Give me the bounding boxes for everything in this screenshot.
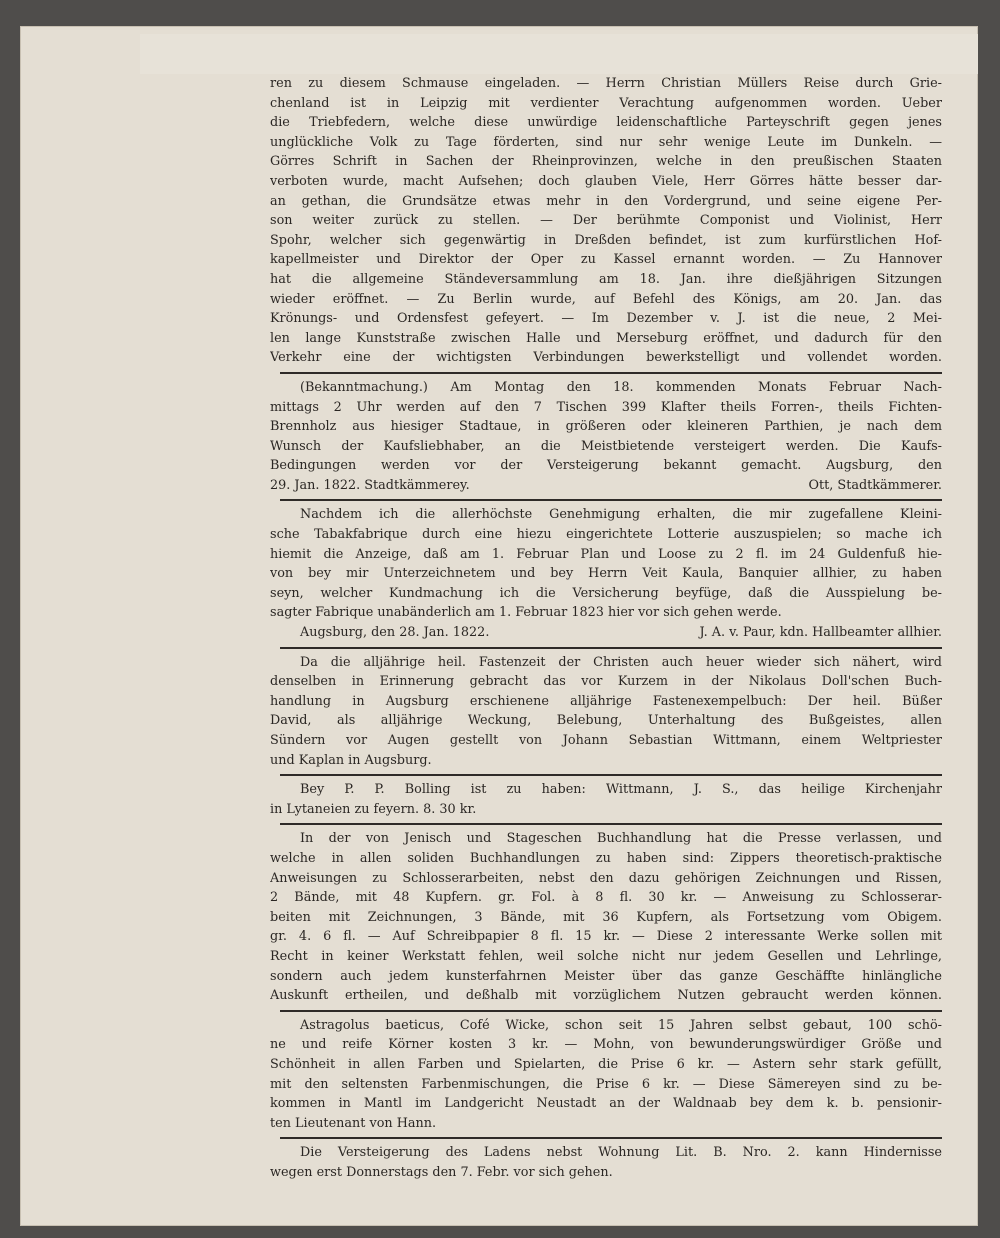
paper-edge (140, 34, 978, 74)
text-line: (Bekanntmachung.) Am Montag den 18. kommenden Monats Februar Nach- (300, 379, 942, 395)
signature-row (270, 623, 942, 643)
text-line: seyn, welcher Kundmachung ich die Versicherung beyfüge, daß die Ausspielung be- (270, 585, 942, 601)
divider (280, 774, 942, 776)
text-line: und Kaplan in Augsburg. (270, 752, 432, 768)
text-line: Verkehr eine der wichtigsten Verbindungen bewerkstelligt und vollendet worden. (270, 350, 942, 366)
divider (280, 499, 942, 501)
text-line: Astragolus baeticus, Cofé Wicke, schon seit 15 Jahren selbst gebaut, 100 schö- (300, 1017, 942, 1033)
text-line: Görres Schrift in Sachen der Rheinprovinzen, welche in den preußischen Staaten (270, 154, 942, 170)
lottery-paragraph (270, 505, 942, 642)
text-line: ren zu diesem Schmause eingeladen. — Herrn Christian Müllers Reise durch Grie- (270, 76, 942, 91)
text-line: wegen erst Donnerstags den 7. Febr. vor sich gehen. (270, 1164, 613, 1180)
text-line: die Triebfedern, welche diese unwürdige leidenschaftliche Parteyschrift gegen jenes (270, 115, 942, 131)
signature-name: Ott, Stadtkämmerer. (808, 477, 942, 493)
signature-row (270, 476, 942, 496)
text-line: 2 Bände, mit 48 Kupfern. gr. Fol. à 8 fl. 30 kr. — Anweisung zu Schlosserar- (270, 890, 942, 906)
text-line: handlung in Augsburg erschienene alljährige Fastenexempelbuch: Der heil. Büßer (270, 693, 942, 709)
text-line: Nachdem ich die allerhöchste Genehmigung erhalten, die mir zugefallene Kleini- (300, 507, 942, 523)
text-line: mit den seltensten Farbenmischungen, die Prise 6 kr. — Diese Sämereyen sind zu be- (270, 1076, 942, 1092)
text-line: Auskunft ertheilen, und deßhalb mit vorzüglichem Nutzen gebraucht werden können. (270, 988, 942, 1004)
divider (280, 372, 942, 374)
divider (280, 1010, 942, 1012)
text-line: Bey P. P. Bolling ist zu haben: Wittmann, J. S., das heilige Kirchenjahr (300, 782, 942, 798)
auction-paragraph (270, 1143, 942, 1182)
lent-book-paragraph (270, 653, 942, 771)
text-line: ten Lieutenant von Hann. (270, 1115, 437, 1131)
news-paragraph (270, 74, 942, 368)
text-line: beiten mit Zeichnungen, 3 Bände, mit 36 Kupfern, als Fortsetzung vom Obigem. (270, 909, 942, 925)
text-line: Brennholz aus hiesiger Stadtaue, in größeren oder kleineren Parthien, je nach dem (270, 419, 942, 435)
text-line: kommen in Mantl im Landgericht Neustadt an der Waldnaab bey dem k. b. pensionir- (270, 1096, 942, 1112)
text-line: hat die allgemeine Ständeversammlung am 18. Jan. ihre dießjährigen Sitzungen (270, 271, 942, 287)
text-line: David, als alljährige Weckung, Belebung, Unterhaltung des Bußgeistes, allen (270, 713, 942, 729)
text-line: kapellmeister und Direktor der Oper zu Kassel ernannt worden. — Zu Hannover (270, 252, 942, 268)
text-column (270, 74, 942, 1182)
text-line: wieder eröffnet. — Zu Berlin wurde, auf Befehl des Königs, am 20. Jan. das (270, 291, 942, 307)
text-line: mittags 2 Uhr werden auf den 7 Tischen 399 Klafter theils Forren-, theils Fichten- (270, 399, 942, 415)
text-line: In der von Jenisch und Stageschen Buchhandlung hat die Presse verlassen, und (300, 831, 942, 847)
seeds-paragraph (270, 1016, 942, 1134)
text-line: sagter Fabrique unabänderlich am 1. Februar 1823 hier vor sich gehen werde. (270, 605, 782, 621)
text-line: Schönheit in allen Farben und Spielarten, die Prise 6 kr. — Astern sehr stark gefüllt, (270, 1056, 942, 1072)
text-line: Spohr, welcher sich gegenwärtig in Dreßden befindet, ist zum kurfürstlichen Hof- (270, 232, 942, 248)
signature-date: Augsburg, den 28. Jan. 1822. (300, 625, 490, 641)
text-line: Anweisungen zu Schlosserarbeiten, nebst den dazu gehörigen Zeichnungen und Rissen, (270, 870, 942, 886)
announcement-paragraph (270, 378, 942, 496)
text-line: unglückliche Volk zu Tage förderten, sind nur sehr wenige Leute im Dunkeln. — (270, 134, 942, 150)
text-line: von bey mir Unterzeichnetem und bey Herrn Veit Kaula, Banquier allhier, zu haben (270, 566, 942, 582)
signature-name: J. A. v. Paur, kdn. Hallbeamter allhier. (699, 625, 942, 641)
text-line: Da die alljährige heil. Fastenzeit der Christen auch heuer wieder sich nähert, wird (300, 654, 942, 670)
divider (280, 823, 942, 825)
bolling-paragraph (270, 780, 942, 819)
text-line: Die Versteigerung des Ladens nebst Wohnung Lit. B. Nro. 2. kann Hindernisse (300, 1145, 942, 1161)
divider (280, 647, 942, 649)
text-line: in Lytaneien zu feyern. 8. 30 kr. (270, 801, 477, 817)
text-line: sche Tabakfabrique durch eine hiezu eingerichtete Lotterie auszuspielen; so mache ich (270, 527, 942, 543)
text-line: Recht in keiner Werkstatt fehlen, weil solche nicht nur jedem Gesellen und Lehrlinge, (270, 948, 942, 964)
text-line: son weiter zurück zu stellen. — Der berühmte Componist und Violinist, Herr (270, 213, 942, 229)
text-line: len lange Kunststraße zwischen Halle und Merseburg eröffnet, und dadurch für den (270, 330, 942, 346)
text-line: chenland ist in Leipzig mit verdienter Verachtung aufgenommen worden. Ueber (270, 95, 942, 111)
text-line: denselben in Erinnerung gebracht das vor Kurzem in der Nikolaus Doll'schen Buch- (270, 674, 942, 690)
text-line: welche in allen soliden Buchhandlungen zu haben sind: Zippers theoretisch-praktische (270, 850, 942, 866)
text-line: hiemit die Anzeige, daß am 1. Februar Plan und Loose zu 2 fl. im 24 Guldenfuß hie- (270, 546, 942, 562)
text-line: verboten wurde, macht Aufsehen; doch glauben Viele, Herr Görres hätte besser dar- (270, 173, 942, 189)
text-line: Sündern vor Augen gestellt von Johann Sebastian Wittmann, einem Weltpriester (270, 733, 942, 748)
text-line: Bedingungen werden vor der Versteigerung bekannt gemacht. Augsburg, den (270, 458, 942, 474)
text-line: gr. 4. 6 fl. — Auf Schreibpapier 8 fl. 15 kr. — Diese 2 interessante Werke sollen mit (270, 929, 942, 945)
text-line: an gethan, die Grundsätze etwas mehr in den Vordergrund, und seine eigene Per- (270, 193, 942, 209)
bookshop-paragraph (270, 829, 942, 1005)
text-line: sondern auch jedem kunsterfahrnen Meister über das ganze Geschäffte hinlängliche (270, 968, 942, 984)
text-line: Wunsch der Kaufsliebhaber, an die Meistbietende versteigert werden. Die Kaufs- (270, 438, 942, 454)
divider (280, 1137, 942, 1139)
signature-date: 29. Jan. 1822. Stadtkämmerey. (270, 477, 470, 493)
text-line: ne und reife Körner kosten 3 kr. — Mohn, von bewunderungswürdiger Größe und (270, 1037, 942, 1053)
text-line: Krönungs- und Ordensfest gefeyert. — Im Dezember v. J. ist die neue, 2 Mei- (270, 311, 942, 327)
